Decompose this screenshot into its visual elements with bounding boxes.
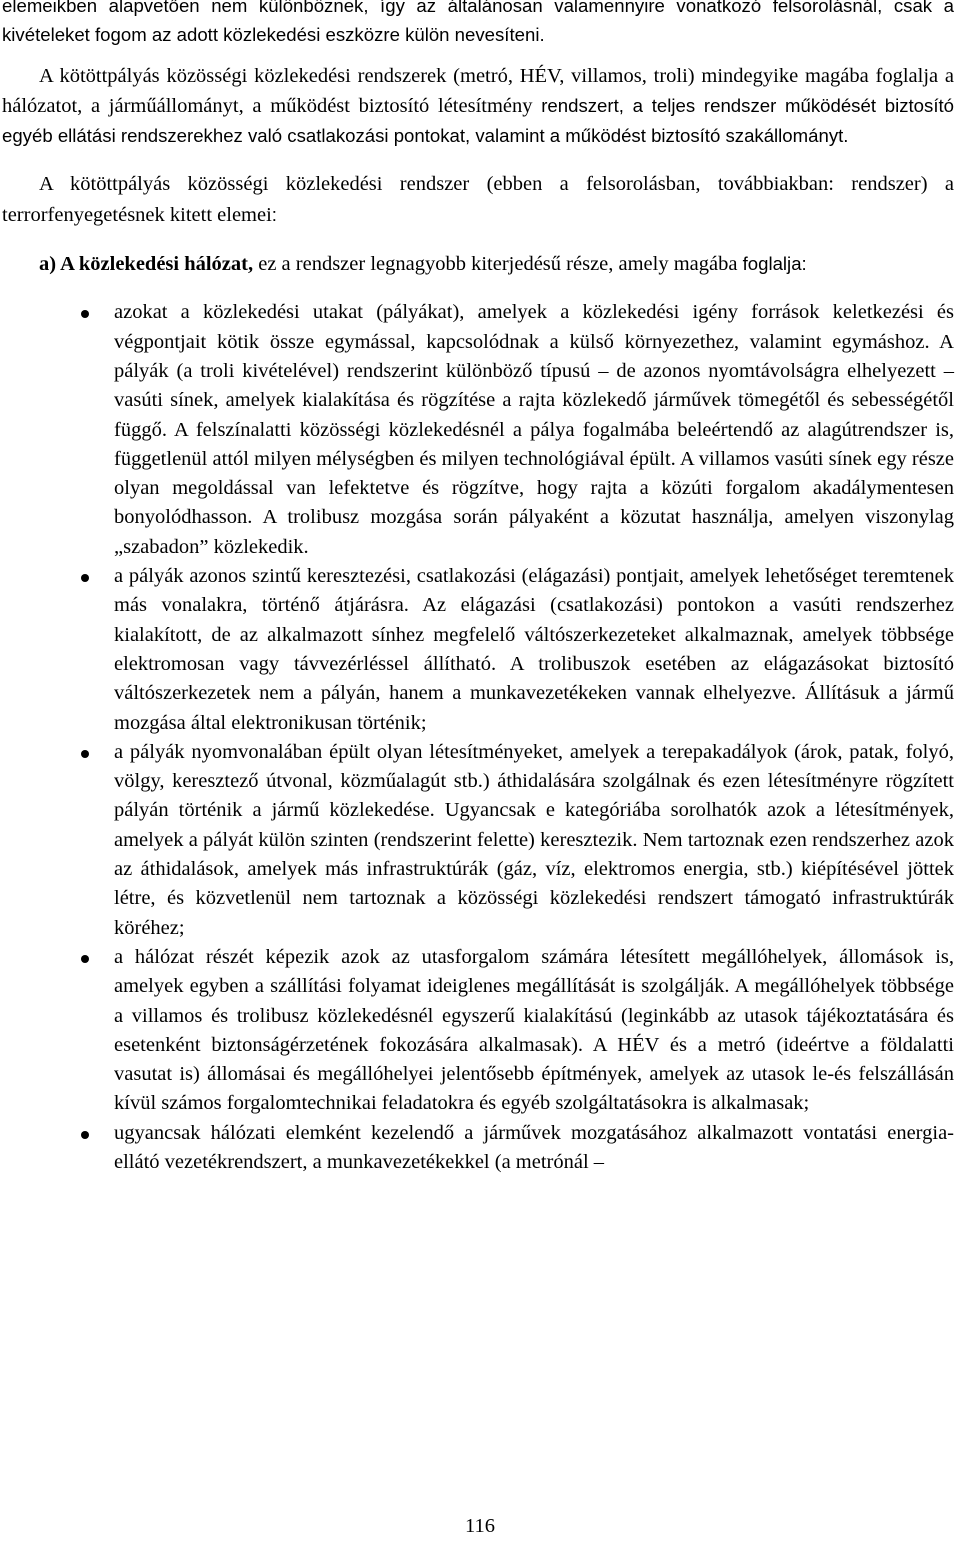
paragraph-threat-elements-colon: : [271, 203, 277, 225]
list-item [2, 562, 954, 738]
paragraph-intro-text: elemeikben alapvetően nem különböznek, így az általánosan valamennyire vonatkozó felsorolásnál, csak a kivételeket fogom az adott közlekedési eszközre külön nevesíteni. [2, 0, 954, 46]
bullet-dot-icon [81, 750, 89, 758]
section-a-text: ez a rendszer legnagyobb kiterjedésű része, amely magába [253, 253, 743, 276]
bullet-dot-icon [81, 1131, 89, 1139]
list-item [2, 738, 954, 943]
section-a-tail: foglalja: [742, 253, 807, 275]
paragraph-intro [2, 0, 954, 50]
list-item [2, 1119, 954, 1178]
bullet-dot-icon [81, 574, 89, 582]
section-a-label: a) A közlekedési hálózat, [39, 253, 254, 276]
paragraph-threat-elements [2, 170, 954, 230]
bullet-dot-icon [81, 955, 89, 963]
page-number: 116 [465, 1515, 495, 1537]
paragraph-threat-elements-text: A kötöttpályás közösségi közlekedési rendszer (ebben a felsorolásban, továbbiakban: rendszer) a terrorfenyegetésnek kitett elemei [2, 173, 954, 226]
section-a-heading [2, 249, 954, 279]
list-item-text: a hálózat részét képezik azok az utasforgalom számára létesített megállóhelyek, állomások is, amelyek egyben a szállítási folyamat ideiglenes megállítását is szolgálják. A megállóhelyek többsége a villamos és trolibusz közlekedésnél egyszerű kialakítású (leginkább az utasok tájékoztatására és esetenként biztonságérzetének fokozására alkalmasak). A HÉV és a metró (ideértve a földalatti vasutat is) állomásai és megállóhelyei jelentősebb építmények, amelyek az utasok le-és felszállásán kívül számos forgalomtechnikai feladatokra és egyéb szolgáltatásokra is alkalmasak; [114, 945, 954, 1115]
list-item-text: ugyancsak hálózati elemként kezelendő a járművek mozgatásához alkalmazott vontatási energia-ellátó vezetékrendszert, a munkavezetékekkel (a metrónál – [114, 1121, 954, 1173]
list-item-text: a pályák nyomvonalában épült olyan létesítményeket, amelyek a terepakadályok (árok, patak, folyó, völgy, keresztező útvonal, közműalagút stb.) áthidalására szolgálnak és ezen létesítményre rögzített pályán történik a jármű közlekedése. Ugyancsak e kategóriába sorolhatók azok a létesítmények, amelyek a pályát külön szinten (rendszerint felette) keresztezik. Nem tartoznak ezen rendszerhez azok az áthidalások, amelyek más infrastruktúrák (gáz, víz, elektromos energia, stb.) kiépítésével jöttek létre, és közvetlenül nem tartoznak a közösségi közlekedési rendszert támogató infrastruktúrák köréhez; [114, 740, 954, 939]
paragraph-systems-serif-text: A kötöttpályás közösségi közlekedési rendszerek (metró, HÉV, villamos, troli) mindegyike magába foglalja a hálózatot, a járműállományt, a működést biztosító létesítmény [2, 64, 954, 117]
paragraph-systems [2, 62, 954, 152]
list-item-text: a pályák azonos szintű keresztezési, csatlakozási (elágazási) pontjait, amelyek lehetőséget teremtenek más vonalakra, történő átjárásra. Az elágazási (csatlakozási) pontokon a vasúti rendszerhez kialakított, de az alkalmazott sínhez megfelelő váltószerkezeteket alkalmaznak, amelyek többsége elektromosan vagy távvezérléssel állítható. A trolibuszok esetében az elágazásokat biztosító váltószerkezetek nem a pályán, hanem a munkavezetékeken vannak elhelyezve. Állításuk a jármű mozgása által elektronikusan történik; [114, 565, 954, 734]
list-item-text: azokat a közlekedési utakat (pályákat), amelyek a közlekedési igény források keletkezési és végpontjait kötik össze egymással, kapcsolódnak a külső környezethez, valamint egymáshoz. A pályák (a troli kivételével) rendszerint különböző típusú – de azonos nyomtávolságra elhelyezett – vasúti sínek, amelyek kialakítása és rögzítése a rajta közlekedő járművek tömegétől és sebességétől függő. A felszínalatti közösségi közlekedésnél a pálya fogalmába beleértendő az alagútrendszer is, függetlenül attól milyen mélységben és milyen technológiával épült. A villamos vasúti sínek egy része olyan megoldással van lefektetve és rögzítve, hogy rajta a közúti forgalom akadálymentesen bonyolódhasson. A trolibusz mozgása során pályaként a közutat használja, amelyen viszonylag „szabadon” közlekedik. [114, 301, 954, 558]
network-elements-list [2, 298, 954, 1177]
list-item [2, 298, 954, 562]
list-item [2, 943, 954, 1119]
bullet-dot-icon [81, 310, 89, 318]
paragraph-systems-sans-text: rendszert, a teljes rendszer működését biztosító egyéb ellátási rendszerekhez való csatlakozási pontokat, valamint a működést biztosító szakállományt. [2, 94, 954, 147]
